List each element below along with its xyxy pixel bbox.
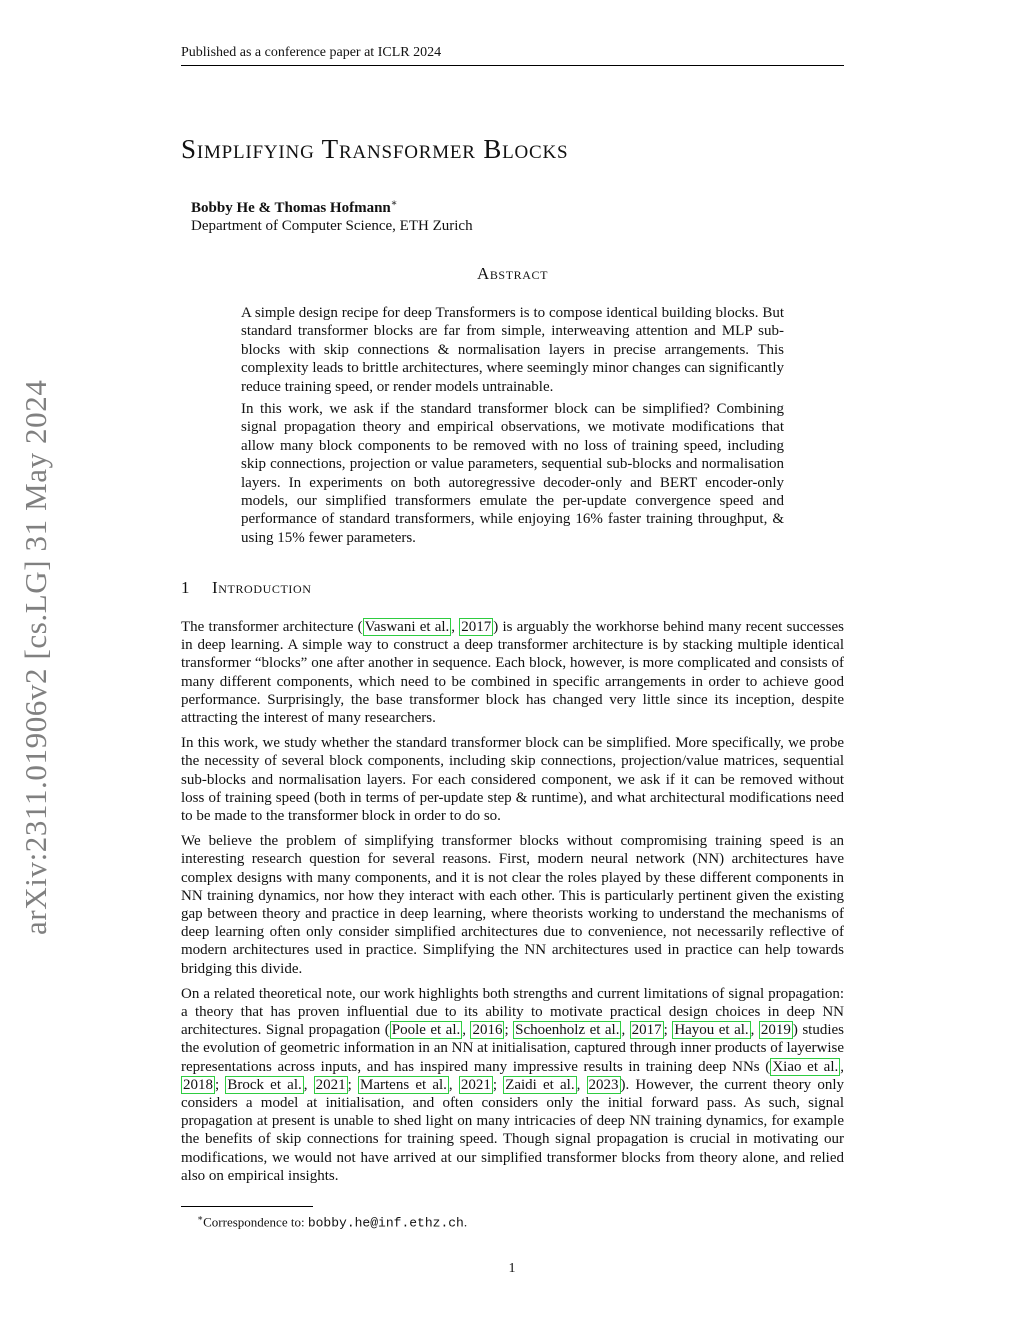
citation-link[interactable]: Martens et al. bbox=[360, 1076, 447, 1093]
running-header: Published as a conference paper at ICLR 2024 bbox=[181, 44, 844, 66]
citation-link[interactable]: 2017 bbox=[631, 1022, 662, 1039]
paragraph: In this work, we study whether the standard transformer block can be simplified. More specifically, we probe the necessity of several block components, including skip connections, projection/value matrices, sequential sub-blocks and normalisation layers. For each considered component, we ask if it can be removed without loss of training speed (both in terms of per-update step & runtime), and what architectural modifications need to be made to the transformer block in order to do so. bbox=[181, 735, 844, 825]
author-block bbox=[191, 195, 473, 235]
citation-link[interactable]: Poole et al. bbox=[391, 1022, 461, 1039]
author-names: Bobby He & Thomas Hofmann bbox=[191, 200, 391, 216]
section-title: Introduction bbox=[212, 578, 312, 597]
abstract-body bbox=[241, 304, 784, 547]
footnote-mark: ∗ bbox=[390, 198, 398, 209]
abstract-paragraph: A simple design recipe for deep Transformers is to compose identical building blocks. But standard transformer blocks are far from simple, interweaving attention and MLP sub-blocks with skip connections & normalisation layers in precise arrangements. This complexity leads to brittle architectures, where seemingly minor changes can significantly reduce training speed, or render models untrainable. bbox=[241, 305, 784, 395]
citation-link[interactable]: Zaidi et al. bbox=[505, 1076, 575, 1093]
page-number: 1 bbox=[508, 1261, 516, 1276]
citation-link[interactable]: 2017 bbox=[461, 619, 492, 635]
section-number: 1 bbox=[181, 578, 190, 597]
citation-link[interactable]: 2019 bbox=[760, 1022, 791, 1039]
citation-link[interactable]: 2021 bbox=[315, 1076, 346, 1093]
arxiv-identifier: arXiv:2311.01906v2 [cs.LG] 31 May 2024 bbox=[18, 379, 53, 935]
citation-link[interactable]: Brock et al. bbox=[227, 1076, 302, 1093]
citation-link[interactable]: 2021 bbox=[460, 1076, 491, 1093]
introduction-body bbox=[181, 618, 844, 1192]
paragraph: We believe the problem of simplifying transformer blocks without compromising training speed is an interesting research question for several reasons. First, modern neural network (NN) architectures have complex designs with many components, and it is not clear the roles played by these different components in NN training dynamics, nor how they interact with each other. This is particularly pertinent given the existing gap between theory and practice in deep learning, where theorists working to understand the mechanisms of deep learning often only consider simplified architectures due to convenience, not necessarily reflective of modern architectures used in practice. Simplifying the NN architectures used in practice can help towards bridging this divide. bbox=[181, 833, 844, 977]
email-link[interactable]: bobby.he@inf.ethz.ch bbox=[307, 1215, 464, 1231]
abstract-heading: Abstract bbox=[476, 264, 549, 283]
citation-link[interactable]: Hayou et al. bbox=[674, 1022, 749, 1039]
citation-link[interactable]: 2023 bbox=[588, 1076, 619, 1093]
footnote-mark: ∗ bbox=[197, 1213, 204, 1223]
footnote-rule bbox=[181, 1206, 313, 1207]
paragraph: The transformer architecture ( Vaswani et al. , 2017 ) is arguably the workhorse behind many recent successes in deep learning. A simple way to construct a deep transformer architecture is by stacking multiple identical transformer “blocks” one after another in sequence. Each block, however, is more complicated and consists of many different components, which need to be combined in specific arrangements in order to achieve good performance. Surprisingly, the base transformer block has changed very little since its inception, despite attracting the interest of many researchers. bbox=[181, 619, 844, 727]
citation-link[interactable]: Xiao et al. bbox=[772, 1058, 839, 1075]
citation-link[interactable]: 2016 bbox=[472, 1022, 503, 1039]
citation-link[interactable]: Vaswani et al. bbox=[364, 619, 450, 635]
paragraph: On a related theoretical note, our work highlights both strengths and current limitations of signal propagation: a theory that has proven influential due to its ability to motivate practical design choices in deep NN architectures. Signal propagation ( Poole et al. , 2016 ; Schoenholz et al. , 2017 ; Hayou et al. , 2019 ) studies the evolution of geometric information in an NN at initialisation, captured through inner products of layerwise representations across inputs, and has inspired many impressive results in training deep NNs ( Xiao et al. , 2018 ; Brock et al. , 2021 ; Martens et al. , 2021 ; Zaidi et al. , 2023 ). However, the current theory only considers a model at initialisation, and often considers only the initial forward pass. As such, signal propagation at present is unable to shed light on many intricacies of deep NN training dynamics, for example the benefits of skip connections for training speed. Though signal propagation is crucial in motivating our modifications, we would not have arrived at our simplified transformer blocks from theory alone, and relied also on empirical insights. bbox=[181, 985, 845, 1184]
citation-link[interactable]: Schoenholz et al. bbox=[515, 1022, 620, 1039]
affiliation: Department of Computer Science, ETH Zurich bbox=[191, 218, 473, 234]
abstract-paragraph: In this work, we ask if the standard transformer block can be simplified? Combining signal propagation theory and empirical observations, we motivate modifications that allow many block components to be removed with no loss of training speed, including skip connections, projection or value parameters, sequential sub-blocks and normalisation layers. In experiments on both autoregressive decoder-only and BERT encoder-only models, our simplified transformers emulate the per-update convergence speed and performance of standard transformers, while enjoying 16% faster training throughput, & using 15% fewer parameters. bbox=[241, 401, 784, 546]
citation-link[interactable]: 2018 bbox=[183, 1076, 213, 1093]
section-heading bbox=[181, 578, 312, 598]
footnote: ∗Correspondence to: bobby.he@inf.ethz.ch. bbox=[197, 1213, 468, 1231]
paper-title: Simplifying Transformer Blocks bbox=[181, 134, 569, 164]
